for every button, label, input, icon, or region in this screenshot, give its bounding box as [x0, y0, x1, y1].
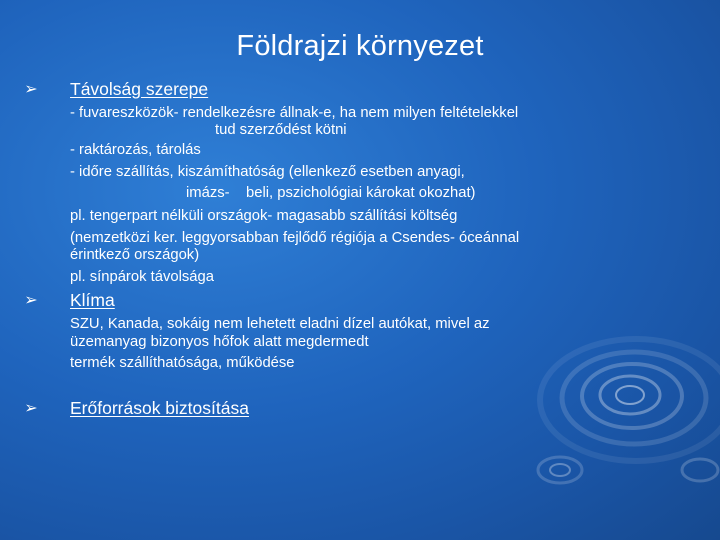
- text-line: - fuvareszközök- rendelkezésre állnak-e, ha nem milyen feltételekkel: [70, 105, 519, 121]
- slide-title: Földrajzi környezet: [236, 30, 484, 62]
- text-line: imázs- beli, pszichológiai károkat okozhat): [186, 185, 476, 201]
- text-line: üzemanyag bizonyos hőfok alatt megdermedt: [70, 334, 369, 350]
- text-line: pl. tengerpart nélküli országok- magasabb szállítási költség: [70, 208, 458, 224]
- text-line: - időre szállítás, kiszámíthatóság (ellenkező esetben anyagi,: [70, 164, 465, 180]
- text-line: - raktározás, tárolás: [70, 142, 201, 158]
- text-line: tud szerződést kötni: [215, 122, 347, 138]
- section-heading-distance: Távolság szerepe: [70, 79, 209, 99]
- text-line: érintkező országok): [70, 247, 200, 263]
- bullet-arrow-icon: ➢: [24, 292, 38, 309]
- bullet-arrow-icon: ➢: [24, 400, 38, 417]
- text-line: pl. sínpárok távolsága: [70, 269, 214, 285]
- bullet-arrow-icon: ➢: [24, 81, 38, 98]
- section-heading-climate: Klíma: [70, 290, 115, 310]
- text-line: termék szállíthatósága, működése: [70, 355, 295, 371]
- text-line: SZU, Kanada, sokáig nem lehetett eladni dízel autókat, mivel az: [70, 316, 490, 332]
- text-line: (nemzetközi ker. leggyorsabban fejlődő régiója a Csendes- óceánnal: [70, 230, 520, 246]
- section-heading-resources: Erőforrások biztosítása: [70, 398, 249, 418]
